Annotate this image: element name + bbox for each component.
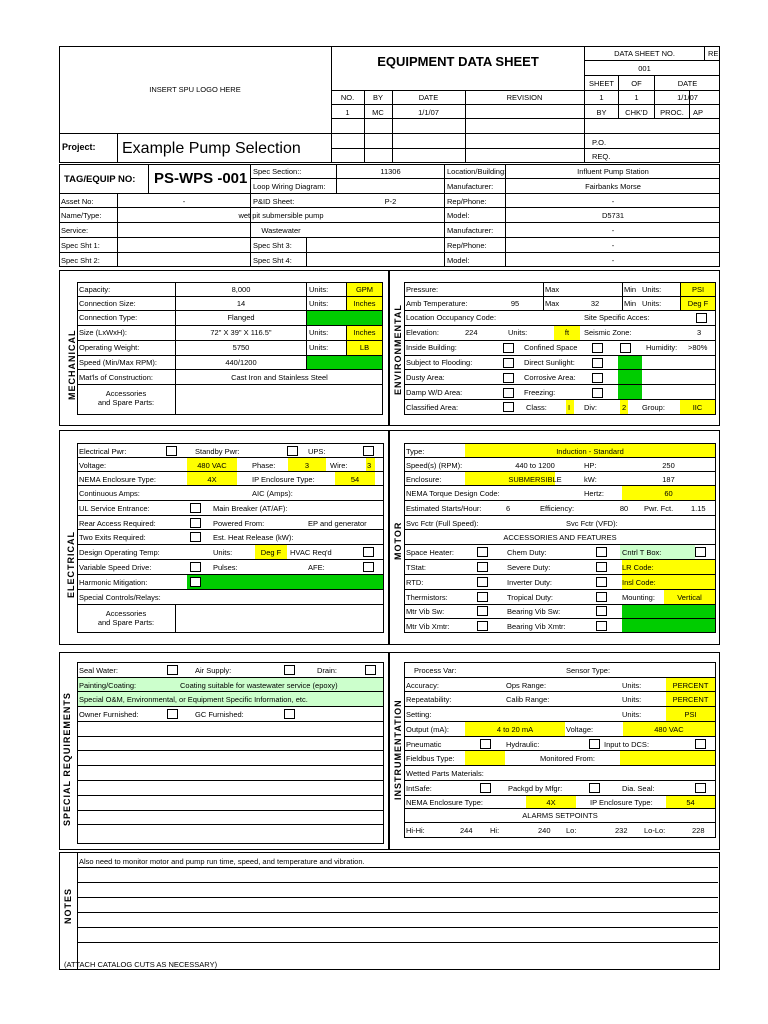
intsafe-checkbox[interactable] xyxy=(480,783,491,793)
severe-label: Severe Duty: xyxy=(507,563,551,572)
rev-by: MC xyxy=(372,108,384,117)
ip-value: 54 xyxy=(350,475,360,484)
elec-accessories-label-2: and Spare Parts: xyxy=(97,618,155,627)
exits-checkbox[interactable] xyxy=(190,532,201,542)
process-var-label: Process Var: xyxy=(414,666,457,675)
manufacturer-value: Fairbanks Morse xyxy=(585,182,641,191)
group-label: Group: xyxy=(642,403,665,412)
spec1-label: Spec Sht 1: xyxy=(61,241,100,250)
conn-type-value: Flanged xyxy=(227,313,255,322)
elec-pwr-label: Electrical Pwr: xyxy=(79,447,127,456)
damp-checkbox[interactable] xyxy=(503,388,514,398)
conn-type-label: Connection Type: xyxy=(79,313,138,322)
inst-ip-label: IP Enclosure Type: xyxy=(590,798,653,807)
capacity-value: 8,000 xyxy=(231,285,251,294)
wire-label: Wire: xyxy=(330,461,348,470)
motor-type-value: Induction - Standard xyxy=(556,447,624,456)
conn-size-label: Connection Size: xyxy=(79,299,136,308)
size-units: Inches xyxy=(353,328,376,337)
powered-value: EP and generator xyxy=(308,519,367,528)
owner-checkbox[interactable] xyxy=(167,709,178,719)
enclosure-value: SUBMERSIBLE xyxy=(508,475,562,484)
model-value: D5731 xyxy=(601,211,625,220)
repeat-units: PERCENT xyxy=(672,695,709,704)
nema-value: 4X xyxy=(207,475,217,484)
mech-accessories-label-1: Accessories xyxy=(105,389,147,398)
confined2-checkbox[interactable] xyxy=(620,343,631,353)
drain-checkbox[interactable] xyxy=(365,665,376,675)
weight-label: Operating Weight: xyxy=(79,343,140,352)
model2-label: Model: xyxy=(447,256,470,265)
elevation-value: 224 xyxy=(465,328,478,337)
pressure-label: Pressure: xyxy=(406,285,439,294)
inverter-label: Inverter Duty: xyxy=(507,578,553,587)
efficiency-value: 80 xyxy=(619,504,629,513)
spec-section: 11306 xyxy=(380,167,401,176)
manufacturer2-label: Manufacturer: xyxy=(447,226,494,235)
by-label: BY xyxy=(596,108,607,117)
accuracy-units: PERCENT xyxy=(672,681,709,690)
po-label: P.O. xyxy=(592,138,607,147)
special-om-label: Special O&M, Environmental, or Equipment Specific Information, etc. xyxy=(79,695,308,704)
hp-value: 250 xyxy=(662,461,675,470)
rep2-value: - xyxy=(611,241,615,250)
damp-label: Damp W/D Area: xyxy=(406,388,463,397)
sfc-vfd-label: Svc Fctr (VFD): xyxy=(566,519,618,528)
class-value: I xyxy=(568,403,571,412)
harmonic-checkbox[interactable] xyxy=(190,577,201,587)
mounting-label: Mounting: xyxy=(622,593,655,602)
tag-label: TAG/EQUIP NO: xyxy=(64,174,136,185)
hvac-label: HVAC Req'd xyxy=(290,548,332,557)
spec2-label: Spec Sht 2: xyxy=(61,256,100,265)
ups-checkbox[interactable] xyxy=(363,446,374,456)
hi-value: 240 xyxy=(538,826,551,835)
capacity-units: GPM xyxy=(355,285,374,294)
elevation-label: Elevation: xyxy=(406,328,439,337)
ups-label: UPS: xyxy=(308,447,326,456)
date-label: DATE xyxy=(677,79,698,88)
seal-water-checkbox[interactable] xyxy=(167,665,178,675)
project-label: Project: xyxy=(62,142,96,152)
wetted-label: Wetted Parts Materials: xyxy=(406,769,484,778)
phase-value: 3 xyxy=(304,461,310,470)
size-value: 72" X 39" X 116.5" xyxy=(210,328,272,337)
rep2-label: Rep/Phone: xyxy=(447,241,487,250)
elev-units-label: Units: xyxy=(508,328,528,337)
environmental-label: ENVIRONMENTAL xyxy=(393,304,403,395)
heat-label: Est. Heat Release (kW): xyxy=(213,533,294,542)
div-label: Div: xyxy=(584,403,597,412)
kw-value: 187 xyxy=(662,475,675,484)
ul-checkbox[interactable] xyxy=(190,503,201,513)
bearing-sw-checkbox[interactable] xyxy=(596,606,607,616)
lo-label: Lo: xyxy=(566,826,577,835)
col-revision-label: REVISION xyxy=(506,93,543,102)
gc-checkbox[interactable] xyxy=(284,709,295,719)
data-sheet-no-label: DATA SHEET NO. xyxy=(614,49,675,58)
cont-amps-label: Continuous Amps: xyxy=(79,489,140,498)
elec-accessories-label-1: Accessories xyxy=(105,609,147,618)
painting-value: Coating suitable for wastewater service (epoxy) xyxy=(180,681,338,690)
repeat-label: Repeatability: xyxy=(406,695,452,704)
input-dcs-label: Input to DCS: xyxy=(604,740,650,749)
nema-label: NEMA Enclosure Type: xyxy=(79,475,156,484)
flooding-label: Subject to Flooding: xyxy=(406,358,473,367)
setting-label: Setting: xyxy=(406,710,432,719)
div-value: 2 xyxy=(622,403,627,412)
vsd-label: Variable Speed Drive: xyxy=(79,563,152,572)
mounting-value: Vertical xyxy=(677,593,702,602)
speed-value: 440/1200 xyxy=(225,358,257,367)
rep-label: Rep/Phone: xyxy=(447,197,487,206)
confined-label: Confined Space xyxy=(524,343,578,352)
mechanical-label: MECHANICAL xyxy=(67,329,77,400)
weight-units: LB xyxy=(359,343,370,352)
name-label: Name/Type: xyxy=(61,211,102,220)
page-title: EQUIPMENT DATA SHEET xyxy=(377,54,539,69)
freezing-checkbox[interactable] xyxy=(592,388,603,398)
chem-checkbox[interactable] xyxy=(596,547,607,557)
model2-value: - xyxy=(611,256,615,265)
inside-checkbox[interactable] xyxy=(503,343,514,353)
voltage-label: Voltage: xyxy=(79,461,107,470)
exits-label: Two Exits Required: xyxy=(79,533,146,542)
motor-acc-header: ACCESSORIES AND FEATURES xyxy=(503,533,617,542)
hertz-label: Hertz: xyxy=(584,489,605,498)
capacity-label: Capacity: xyxy=(79,285,111,294)
dia-seal-checkbox[interactable] xyxy=(695,783,706,793)
spec3-label: Spec Sht 3: xyxy=(253,241,292,250)
electrical-label: ELECTRICAL xyxy=(66,531,76,598)
humidity-label: Humidity: xyxy=(646,343,678,352)
pressure-max-label: Max xyxy=(545,285,560,294)
amb-temp-label: Amb Temperature: xyxy=(406,299,468,308)
lo-value: 232 xyxy=(615,826,628,835)
voltage-value: 480 VAC xyxy=(197,461,227,470)
hydraulic-checkbox[interactable] xyxy=(589,739,600,749)
starts-label: Estimated Starts/Hour: xyxy=(406,504,482,513)
occupancy-label: Location Occupancy Code: xyxy=(406,313,497,322)
pressure-min-label: Min xyxy=(624,285,637,294)
painting-label: Painting/Coating: xyxy=(79,681,137,690)
col-date-label: DATE xyxy=(418,93,439,102)
sfc-full-label: Svc Fctr (Full Speed): xyxy=(406,519,479,528)
req-label: REQ. xyxy=(592,152,611,161)
inverter-checkbox[interactable] xyxy=(596,577,607,587)
intsafe-label: IntSafe: xyxy=(406,784,432,793)
weight-value: 5750 xyxy=(232,343,250,352)
motor-speed-label: Speed(s) (RPM): xyxy=(406,461,463,470)
elec-pwr-checkbox[interactable] xyxy=(166,446,177,456)
logo-placeholder: INSERT SPU LOGO HERE xyxy=(149,85,241,94)
location-label: Location/Building: xyxy=(447,167,507,176)
instrumentation-label: INSTRUMENTATION xyxy=(393,699,403,800)
freezing-label: Freezing: xyxy=(524,388,556,397)
weight-units-label: Units: xyxy=(309,343,329,352)
tag-value: PS-WPS -001 xyxy=(154,170,248,187)
site-access-checkbox[interactable] xyxy=(696,313,707,323)
powered-label: Powered From: xyxy=(213,519,265,528)
rep-value: - xyxy=(611,197,615,206)
manufacturer2-value: - xyxy=(611,226,615,235)
amb-units: Deg F xyxy=(687,299,709,308)
rtd-label: RTD: xyxy=(406,578,424,587)
hihi-label: Hi-Hi: xyxy=(406,826,425,835)
special-label: SPECIAL REQUIREMENTS xyxy=(62,692,72,826)
vib-sw-checkbox[interactable] xyxy=(477,606,488,616)
manufacturer-label: Manufacturer: xyxy=(447,182,494,191)
of-label: OF xyxy=(631,79,642,88)
seismic-label: Seismic Zone: xyxy=(584,328,632,337)
thermistors-checkbox[interactable] xyxy=(477,592,488,602)
calib-label: Calib Range: xyxy=(506,695,550,704)
corrosive-checkbox[interactable] xyxy=(592,373,603,383)
severe-checkbox[interactable] xyxy=(596,562,607,572)
location-value: Influent Pump Station xyxy=(577,167,649,176)
confined-checkbox[interactable] xyxy=(592,343,603,353)
efficiency-label: Efficiency: xyxy=(540,504,575,513)
air-supply-checkbox[interactable] xyxy=(284,665,295,675)
flooding-checkbox[interactable] xyxy=(503,358,514,368)
materials-value: Cast Iron and Stainless Steel xyxy=(231,373,328,382)
wire-value: 3 xyxy=(367,461,372,470)
inst-voltage-value: 480 VAC xyxy=(654,725,684,734)
temp-units: Deg F xyxy=(260,548,282,557)
phase-label: Phase: xyxy=(252,461,276,470)
setting-units-label: Units: xyxy=(622,710,642,719)
service-value: Wastewater xyxy=(261,226,301,235)
spec4-label: Spec Sht 4: xyxy=(253,256,292,265)
rear-checkbox[interactable] xyxy=(190,518,201,528)
rear-label: Rear Access Required: xyxy=(79,519,156,528)
pid-value: P-2 xyxy=(384,197,397,206)
pwr-fct-value: 1.15 xyxy=(691,504,706,513)
afe-checkbox[interactable] xyxy=(363,562,374,572)
motor-speed-value: 440 to 1200 xyxy=(515,461,555,470)
standby-label: Standby Pwr: xyxy=(195,447,240,456)
seal-water-label: Seal Water: xyxy=(79,666,118,675)
speed-label: Speed (Min/Max RPM): xyxy=(79,358,157,367)
amb-temp-max: 32 xyxy=(590,299,600,308)
harmonic-label: Harmonic Mitigation: xyxy=(79,578,148,587)
input-dcs-checkbox[interactable] xyxy=(695,739,706,749)
rev-date: 1/1/07 xyxy=(418,108,439,117)
dusty-label: Dusty Area: xyxy=(406,373,445,382)
gc-label: GC Furnished: xyxy=(195,710,244,719)
motor-type-label: Type: xyxy=(406,447,425,456)
vib-xmtr-checkbox[interactable] xyxy=(477,621,488,631)
chkd-label: CHK'D xyxy=(625,108,648,117)
bearing-xmtr-checkbox[interactable] xyxy=(596,621,607,631)
capacity-units-label: Units: xyxy=(309,285,329,294)
rev-no: 1 xyxy=(345,108,350,117)
corrosive-label: Corrosive Area: xyxy=(524,373,576,382)
hihi-value: 244 xyxy=(460,826,473,835)
size-units-label: Units: xyxy=(309,328,329,337)
loop-wiring-label: Loop Wiring Diagram: xyxy=(253,182,326,191)
bearing-sw-label: Bearing Vib Sw: xyxy=(507,607,561,616)
pulses-label: Pulses: xyxy=(213,563,238,572)
spec-section-label: Spec Section:: xyxy=(253,167,302,176)
conn-units: Inches xyxy=(353,299,376,308)
inst-voltage-label: Voltage: xyxy=(566,725,594,734)
service-label: Service: xyxy=(61,226,89,235)
classified-label: Classified Area: xyxy=(406,403,459,412)
starts-value: 6 xyxy=(506,504,511,513)
sunlight-checkbox[interactable] xyxy=(592,358,603,368)
rtd-checkbox[interactable] xyxy=(477,577,488,587)
project-name: Example Pump Selection xyxy=(122,140,301,157)
aic-label: AIC (Amps): xyxy=(252,489,293,498)
notes-block xyxy=(59,852,720,970)
tstat-checkbox[interactable] xyxy=(477,562,488,572)
note-text: Also need to monitor motor and pump run time, speed, and temperature and vibration. xyxy=(79,857,365,866)
model-label: Model: xyxy=(447,211,470,220)
owner-label: Owner Furnished: xyxy=(79,710,139,719)
pressure-units-label: Units: xyxy=(642,285,662,294)
vib-xmtr-label: Mtr Vib Xmtr: xyxy=(406,622,450,631)
fieldbus-label: Fieldbus Type: xyxy=(406,754,455,763)
notes-label: NOTES xyxy=(63,887,73,924)
pressure-units: PSI xyxy=(691,285,705,294)
thermistors-label: Thermistors: xyxy=(406,593,448,602)
sensor-type-label: Sensor Type: xyxy=(566,666,611,675)
afe-label: AFE: xyxy=(308,563,325,572)
hydraulic-label: Hydraulic: xyxy=(506,740,540,749)
mech-accessories-label-2: and Spare Parts: xyxy=(97,398,155,407)
hi-label: Hi: xyxy=(490,826,500,835)
monitored-label: Monitored From: xyxy=(540,754,596,763)
amb-units-label: Units: xyxy=(642,299,662,308)
accuracy-label: Accuracy: xyxy=(406,681,439,690)
vsd-checkbox[interactable] xyxy=(190,562,201,572)
space-heater-label: Space Heater: xyxy=(406,548,454,557)
ul-label: UL Service Entrance: xyxy=(79,504,150,513)
pid-label: P&ID Sheet: xyxy=(253,197,295,206)
space-heater-checkbox[interactable] xyxy=(477,547,488,557)
of-value: 1 xyxy=(634,93,639,102)
tstat-label: TStat: xyxy=(406,563,427,572)
asset-value: - xyxy=(182,197,186,206)
inst-nema-value: 4X xyxy=(546,798,556,807)
lolo-label: Lo-Lo: xyxy=(644,826,666,835)
sheet-label: SHEET xyxy=(588,79,614,88)
inst-ip-value: 54 xyxy=(686,798,695,807)
ap-label: AP xyxy=(693,108,704,117)
insl-code-label: Insl Code: xyxy=(622,578,656,587)
chem-label: Chem Duty: xyxy=(507,548,547,557)
dia-seal-label: Dia. Seal: xyxy=(622,784,655,793)
pneumatic-label: Pneumatic xyxy=(406,740,442,749)
tropical-label: Tropical Duty: xyxy=(507,593,553,602)
site-access-label: Site Specific Acces: xyxy=(584,313,650,322)
output-value: 4 to 20 mA xyxy=(496,725,534,734)
design-temp-units-label: Units: xyxy=(213,548,233,557)
setting-units: PSI xyxy=(684,710,697,719)
packgd-checkbox[interactable] xyxy=(589,783,600,793)
kw-label: kW: xyxy=(584,475,597,484)
group-value: IIC xyxy=(692,403,703,412)
sunlight-label: Direct Sunlight: xyxy=(524,358,575,367)
col-no-label: NO. xyxy=(340,93,355,102)
conn-units-label: Units: xyxy=(309,299,329,308)
lolo-value: 228 xyxy=(692,826,705,835)
date-value: 1/1/07 xyxy=(677,93,698,102)
re-label: RE xyxy=(708,49,719,58)
data-sheet-no: 001 xyxy=(638,64,651,73)
ops-range-label: Ops Range: xyxy=(506,681,547,690)
col-by-label: BY xyxy=(372,93,383,102)
sheet-value: 1 xyxy=(599,93,604,102)
humidity-value: >80% xyxy=(688,343,708,352)
main-breaker-label: Main Breaker (AT/AF): xyxy=(213,504,288,513)
ip-label: IP Enclosure Type: xyxy=(252,475,315,484)
seismic-value: 3 xyxy=(697,328,702,337)
standby-checkbox[interactable] xyxy=(287,446,298,456)
accuracy-units-label: Units: xyxy=(622,681,642,690)
asset-label: Asset No: xyxy=(61,197,94,206)
vib-sw-label: Mtr Vib Sw: xyxy=(406,607,445,616)
design-temp-label: Design Operating Temp: xyxy=(79,548,160,557)
conn-size-value: 14 xyxy=(236,299,246,308)
bearing-xmtr-label: Bearing Vib Xmtr: xyxy=(507,622,566,631)
special-controls-label: Special Controls/Relays: xyxy=(79,593,161,602)
pneumatic-checkbox[interactable] xyxy=(480,739,491,749)
amb-max-label: Max xyxy=(545,299,560,308)
tropical-checkbox[interactable] xyxy=(596,592,607,602)
proc-label: PROC. xyxy=(660,108,684,117)
size-label: Size (LxWxH): xyxy=(79,328,127,337)
lr-code-label: LR Code: xyxy=(622,563,654,572)
motor-label: MOTOR xyxy=(393,521,403,560)
attach-label: (ATTACH CATALOG CUTS AS NECESSARY) xyxy=(64,960,218,969)
torque-label: NEMA Torque Design Code: xyxy=(406,489,500,498)
alarms-header: ALARMS SETPOINTS xyxy=(522,811,598,820)
name-value: wet pit submersible pump xyxy=(238,211,324,220)
inst-nema-label: NEMA Enclosure Type: xyxy=(406,798,483,807)
repeat-units-label: Units: xyxy=(622,695,642,704)
pwr-fct-label: Pwr. Fct. xyxy=(644,504,674,513)
output-label: Output (mA): xyxy=(406,725,449,734)
inside-label: Inside Building: xyxy=(406,343,457,352)
dusty-checkbox[interactable] xyxy=(503,373,514,383)
elev-units: ft xyxy=(564,328,570,337)
hvac-checkbox[interactable] xyxy=(363,547,374,557)
hp-label: HP: xyxy=(584,461,597,470)
air-supply-label: Air Supply: xyxy=(195,666,232,675)
class-label: Class: xyxy=(526,403,547,412)
classified-checkbox[interactable] xyxy=(503,402,514,412)
materials-label: Mat'ls of Construction: xyxy=(79,373,153,382)
amb-min-label: Min xyxy=(624,299,637,308)
hertz-value: 60 xyxy=(664,489,673,498)
drain-label: Drain: xyxy=(317,666,338,675)
amb-temp-min: 95 xyxy=(510,299,520,308)
enclosure-label: Enclosure: xyxy=(406,475,442,484)
ctrl-box-checkbox[interactable] xyxy=(695,547,706,557)
packgd-label: Packgd by Mfgr: xyxy=(508,784,563,793)
ctrl-box-label: Cntrl T Box: xyxy=(622,548,662,557)
